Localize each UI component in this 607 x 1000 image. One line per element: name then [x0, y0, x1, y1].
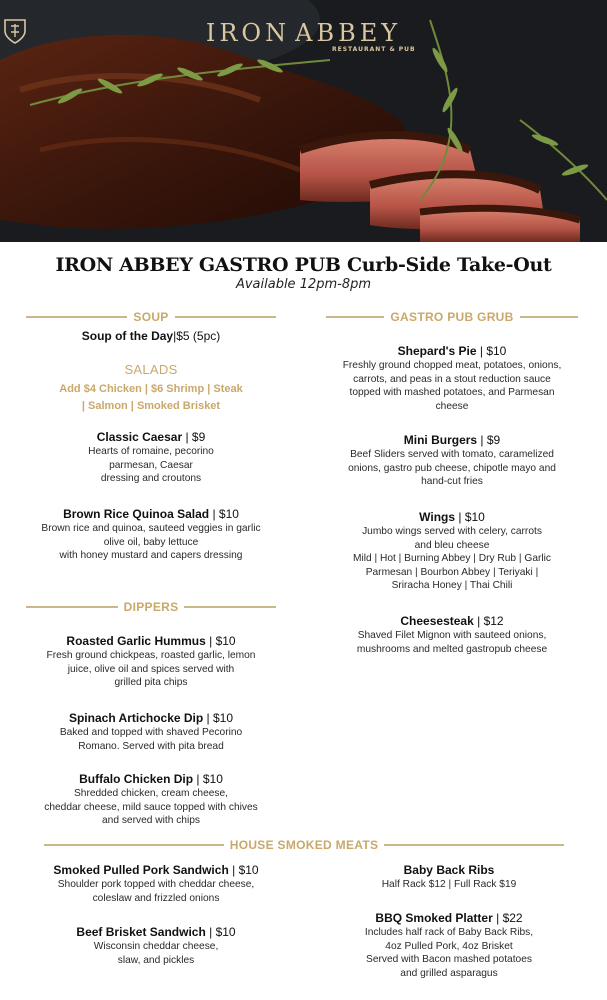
- menu-item-brown-rice-quinoa-salad: Brown Rice Quinoa Salad | $10 Brown rice and quinoa, sauteed veggies in garlic olive oil, baby lettuce with honey mustard and capers dressing: [41, 507, 261, 562]
- menu-item-soup: Soup of the Day|$5 (5pc): [81, 329, 221, 343]
- menu-item-roasted-garlic-hummus: Roasted Garlic Hummus | $10 Fresh ground chickpeas, roasted garlic, lemon juice, olive oil and spices served with grilled pita chips: [46, 634, 256, 689]
- section-header-gastro-pub-grub: GASTRO PUB GRUB: [326, 309, 578, 325]
- menu-item-shepards-pie: Shepard's Pie | $10 Freshly ground chopped meat, potatoes, onions, carrots, and peas in a stout reduction sauce topped with mashed potatoes, and Parmesan cheese: [342, 344, 562, 412]
- menu-item-wings: Wings | $10 Jumbo wings served with celery, carrots and bleu cheese Mild | Hot | Burning Abbey | Dry Rub | Garlic Parmesan | Bourbon Abbey | Teriyaki | Sriracha Honey | Thai Chili: [353, 510, 551, 592]
- menu-item-cheesesteak: Cheesesteak | $12 Shaved Filet Mignon with sauteed onions, mushrooms and melted gastropub cheese: [356, 614, 548, 655]
- menu-item-buffalo-chicken-dip: Buffalo Chicken Dip | $10 Shredded chicken, cream cheese, cheddar cheese, mild sauce topped with chives and served with chips: [44, 772, 258, 827]
- section-header-house-smoked-meats: HOUSE SMOKED MEATS: [44, 837, 564, 853]
- menu-item-spinach-artichocke-dip: Spinach Artichocke Dip | $10 Baked and topped with shaved Pecorino Romano. Served with pita bread: [59, 711, 243, 752]
- menu-item-smoked-pulled-pork-sandwich: Smoked Pulled Pork Sandwich | $10 Shoulder pork topped with cheddar cheese, coleslaw and frizzled onions: [53, 863, 259, 904]
- hero-steak-photo: [0, 0, 607, 242]
- logo-text-left: IRON: [205, 19, 291, 47]
- logo: [0, 18, 607, 48]
- availability: Available 12pm-8pm: [235, 277, 372, 292]
- menu-item-classic-caesar: Classic Caesar | $9 Hearts of romaine, pecorino parmesan, Caesar dressing and croutons: [88, 430, 214, 485]
- logo-text-right: ABBEY: [295, 19, 402, 47]
- section-header-salads: SALADS: [124, 362, 178, 377]
- section-header-dippers: DIPPERS: [26, 599, 276, 615]
- menu-item-mini-burgers: Mini Burgers | $9 Beef Sliders served with tomato, caramelized onions, gastro pub cheese, chipotle mayo and hand-cut fries: [348, 433, 556, 488]
- page-title: IRON ABBEY GASTRO PUB Curb-Side Take-Out: [55, 254, 552, 276]
- menu-item-baby-back-ribs: Baby Back Ribs Half Rack $12 | Full Rack $19: [381, 863, 517, 890]
- section-header-soup: SOUP: [26, 309, 276, 325]
- logo-subtitle: RESTAURANT & PUB: [332, 46, 416, 53]
- menu-item-beef-brisket-sandwich: Beef Brisket Sandwich | $10 Wisconsin cheddar cheese, slaw, and pickles: [76, 925, 236, 966]
- menu-item-bbq-smoked-platter: BBQ Smoked Platter | $22 Includes half rack of Baby Back Ribs, 4oz Pulled Pork, 4oz Brisket Served with Bacon mashed potatoes and grilled asparagus: [364, 911, 534, 979]
- shield-icon: [4, 18, 26, 44]
- salads-addons: Add $4 Chicken | $6 Shrimp | Steak | Salmon | Smoked Brisket: [59, 383, 243, 412]
